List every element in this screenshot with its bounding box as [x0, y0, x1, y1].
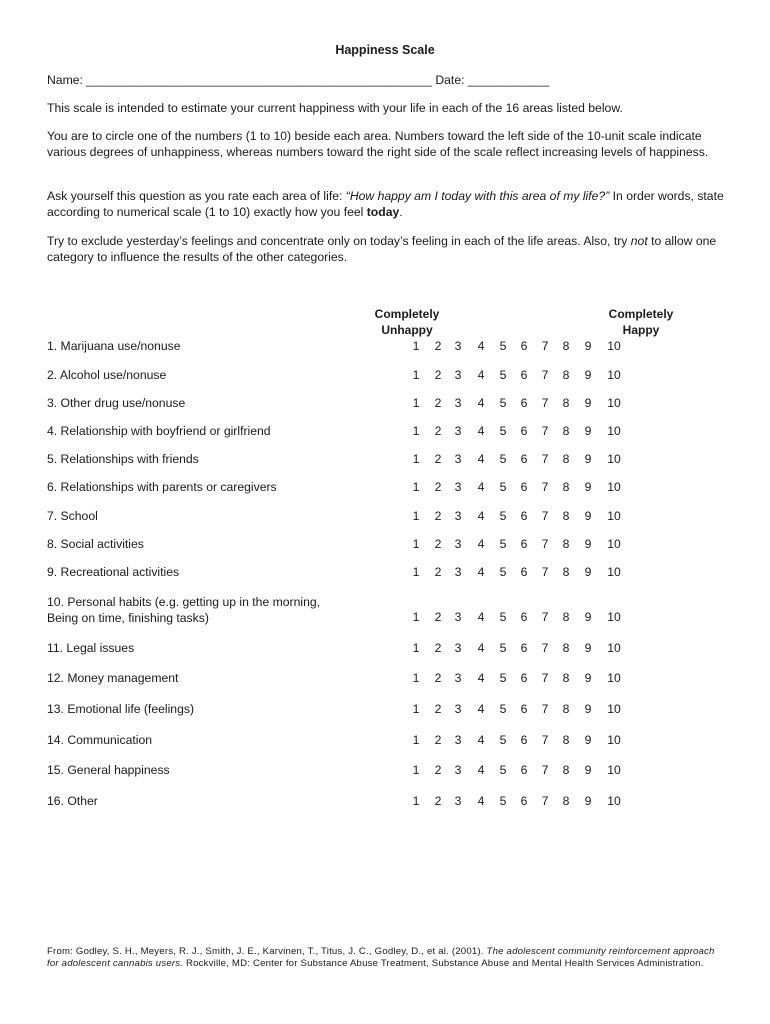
rating-option-10[interactable]: 10 [607, 671, 621, 685]
intro-text: . [399, 205, 403, 219]
intro-text: Ask yourself this question as you rate each area of life: [47, 189, 346, 203]
rating-item-label [47, 536, 387, 552]
intro-quote: “How happy am I today with this area of my life?” [345, 189, 610, 203]
intro-paragraph-4 [47, 233, 727, 265]
rating-option-4[interactable]: 4 [477, 565, 485, 579]
rating-option-2[interactable]: 2 [434, 396, 442, 410]
rating-option-8[interactable]: 8 [562, 537, 570, 551]
rating-option-2[interactable]: 2 [434, 424, 442, 438]
name-date-field: Name: ___________________________________________________ Date: ____________ [47, 73, 550, 87]
rating-option-5[interactable]: 5 [499, 537, 507, 551]
rating-item-label-line: 10. Personal habits (e.g. getting up in the morning, [47, 595, 321, 609]
rating-option-4[interactable]: 4 [477, 368, 485, 382]
rating-option-10[interactable]: 10 [607, 537, 621, 551]
rating-option-9[interactable]: 9 [584, 794, 592, 808]
rating-item-label-line: 3. Other drug use/nonuse [47, 396, 186, 410]
page-title: Happiness Scale [335, 43, 435, 57]
rating-item-label-line: 14. Communication [47, 733, 152, 747]
rating-option-4[interactable]: 4 [477, 794, 485, 808]
intro-paragraph-2: You are to circle one of the numbers (1 to 10) beside each area. Numbers toward the left side of the 10-unit scale indicate various degrees of unhappiness, whereas numbers toward the right side of the scale reflect increasing levels of happiness. [47, 129, 709, 159]
rating-option-6[interactable]: 6 [520, 763, 528, 777]
rating-option-3[interactable]: 3 [454, 537, 462, 551]
rating-option-6[interactable]: 6 [520, 452, 528, 466]
rating-option-4[interactable]: 4 [477, 452, 485, 466]
rating-option-4[interactable]: 4 [477, 641, 485, 655]
scale-header-unhappy [362, 306, 452, 338]
rating-option-8[interactable]: 8 [562, 368, 570, 382]
rating-option-9[interactable]: 9 [584, 733, 592, 747]
rating-option-7[interactable]: 7 [541, 671, 549, 685]
rating-option-2[interactable]: 2 [434, 641, 442, 655]
rating-option-1[interactable]: 1 [412, 733, 420, 747]
rating-item-label [47, 508, 387, 524]
rating-option-3[interactable]: 3 [454, 702, 462, 716]
rating-item-label-line: 15. General happiness [47, 763, 170, 777]
citation-text: From: Godley, S. H., Meyers, R. J., Smith, J. E., Karvinen, T., Titus, J. C., Godley, D., et al. (2001). [47, 946, 487, 957]
rating-item-label-line: 4. Relationship with boyfriend or girlfriend [47, 424, 271, 438]
rating-option-7[interactable]: 7 [541, 480, 549, 494]
rating-option-3[interactable]: 3 [454, 339, 462, 353]
intro-text: In order words, state according to numerical scale (1 to 10) exactly how you feel [47, 189, 724, 219]
rating-option-5[interactable]: 5 [499, 509, 507, 523]
rating-option-10[interactable]: 10 [607, 339, 621, 353]
rating-option-3[interactable]: 3 [454, 671, 462, 685]
rating-item-label-line: 13. Emotional life (feelings) [47, 702, 194, 716]
rating-option-1[interactable]: 1 [412, 671, 420, 685]
rating-option-8[interactable]: 8 [562, 702, 570, 716]
rating-option-9[interactable]: 9 [584, 641, 592, 655]
citation-title: The adolescent community reinforcement approach for adolescent cannabis users. [47, 946, 715, 969]
scale-header-happy [596, 306, 686, 338]
scale-header-line: Happy [622, 323, 660, 337]
rating-option-1[interactable]: 1 [412, 452, 420, 466]
rating-option-2[interactable]: 2 [434, 509, 442, 523]
rating-item-label-line: 2. Alcohol use/nonuse [47, 368, 167, 382]
rating-option-1[interactable]: 1 [412, 480, 420, 494]
rating-option-6[interactable]: 6 [520, 339, 528, 353]
rating-option-5[interactable]: 5 [499, 702, 507, 716]
rating-option-7[interactable]: 7 [541, 537, 549, 551]
rating-option-5[interactable]: 5 [499, 565, 507, 579]
rating-option-6[interactable]: 6 [520, 396, 528, 410]
rating-option-1[interactable]: 1 [412, 641, 420, 655]
rating-option-8[interactable]: 8 [562, 480, 570, 494]
rating-option-4[interactable]: 4 [477, 537, 485, 551]
rating-option-1[interactable]: 1 [412, 396, 420, 410]
rating-option-1[interactable]: 1 [412, 368, 420, 382]
rating-option-9[interactable]: 9 [584, 424, 592, 438]
rating-option-10[interactable]: 10 [607, 794, 621, 808]
rating-option-10[interactable]: 10 [607, 424, 621, 438]
rating-option-8[interactable]: 8 [562, 424, 570, 438]
rating-option-8[interactable]: 8 [562, 339, 570, 353]
rating-option-1[interactable]: 1 [412, 794, 420, 808]
rating-option-6[interactable]: 6 [520, 424, 528, 438]
rating-option-7[interactable]: 7 [541, 565, 549, 579]
rating-option-2[interactable]: 2 [434, 610, 442, 624]
rating-option-6[interactable]: 6 [520, 565, 528, 579]
rating-option-7[interactable]: 7 [541, 610, 549, 624]
rating-option-1[interactable]: 1 [412, 763, 420, 777]
rating-option-4[interactable]: 4 [477, 509, 485, 523]
rating-option-3[interactable]: 3 [454, 733, 462, 747]
rating-option-7[interactable]: 7 [541, 794, 549, 808]
rating-option-7[interactable]: 7 [541, 396, 549, 410]
rating-option-6[interactable]: 6 [520, 671, 528, 685]
rating-item-label [47, 338, 387, 354]
rating-item-label-line: 8. Social activities [47, 537, 144, 551]
rating-option-8[interactable]: 8 [562, 794, 570, 808]
rating-option-6[interactable]: 6 [520, 537, 528, 551]
scale-header-line: Completely [608, 307, 674, 321]
rating-option-5[interactable]: 5 [499, 610, 507, 624]
rating-option-7[interactable]: 7 [541, 733, 549, 747]
rating-option-9[interactable]: 9 [584, 480, 592, 494]
rating-option-8[interactable]: 8 [562, 763, 570, 777]
citation-footer [47, 946, 727, 970]
intro-emphasis: not [630, 234, 648, 248]
rating-option-2[interactable]: 2 [434, 537, 442, 551]
rating-option-2[interactable]: 2 [434, 733, 442, 747]
rating-option-9[interactable]: 9 [584, 702, 592, 716]
rating-item-label-line: 5. Relationships with friends [47, 452, 199, 466]
rating-option-7[interactable]: 7 [541, 509, 549, 523]
rating-option-9[interactable]: 9 [584, 565, 592, 579]
rating-option-1[interactable]: 1 [412, 339, 420, 353]
rating-option-3[interactable]: 3 [454, 763, 462, 777]
rating-option-1[interactable]: 1 [412, 509, 420, 523]
rating-option-9[interactable]: 9 [584, 537, 592, 551]
rating-option-5[interactable]: 5 [499, 424, 507, 438]
rating-item-label [47, 640, 387, 656]
intro-bold: today [366, 205, 400, 219]
rating-option-6[interactable]: 6 [520, 733, 528, 747]
rating-option-5[interactable]: 5 [499, 396, 507, 410]
rating-option-7[interactable]: 7 [541, 424, 549, 438]
rating-option-6[interactable]: 6 [520, 641, 528, 655]
rating-option-4[interactable]: 4 [477, 339, 485, 353]
rating-option-9[interactable]: 9 [584, 509, 592, 523]
rating-option-2[interactable]: 2 [434, 702, 442, 716]
rating-option-9[interactable]: 9 [584, 339, 592, 353]
rating-option-2[interactable]: 2 [434, 452, 442, 466]
rating-option-1[interactable]: 1 [412, 610, 420, 624]
rating-option-5[interactable]: 5 [499, 452, 507, 466]
rating-option-9[interactable]: 9 [584, 671, 592, 685]
rating-option-2[interactable]: 2 [434, 671, 442, 685]
rating-option-3[interactable]: 3 [454, 452, 462, 466]
rating-option-8[interactable]: 8 [562, 396, 570, 410]
rating-option-8[interactable]: 8 [562, 565, 570, 579]
rating-option-10[interactable]: 10 [607, 368, 621, 382]
rating-option-10[interactable]: 10 [607, 509, 621, 523]
rating-option-4[interactable]: 4 [477, 702, 485, 716]
rating-item-label [47, 423, 387, 439]
rating-option-6[interactable]: 6 [520, 794, 528, 808]
rating-option-4[interactable]: 4 [477, 763, 485, 777]
rating-option-7[interactable]: 7 [541, 452, 549, 466]
rating-option-9[interactable]: 9 [584, 368, 592, 382]
rating-option-3[interactable]: 3 [454, 610, 462, 624]
rating-option-8[interactable]: 8 [562, 733, 570, 747]
rating-option-2[interactable]: 2 [434, 794, 442, 808]
rating-option-5[interactable]: 5 [499, 794, 507, 808]
rating-option-2[interactable]: 2 [434, 368, 442, 382]
rating-option-9[interactable]: 9 [584, 610, 592, 624]
rating-option-6[interactable]: 6 [520, 509, 528, 523]
rating-option-6[interactable]: 6 [520, 480, 528, 494]
rating-option-1[interactable]: 1 [412, 424, 420, 438]
rating-option-5[interactable]: 5 [499, 339, 507, 353]
rating-option-5[interactable]: 5 [499, 763, 507, 777]
rating-option-7[interactable]: 7 [541, 763, 549, 777]
rating-item-label [47, 395, 387, 411]
rating-item-label-line: 16. Other [47, 794, 98, 808]
rating-option-3[interactable]: 3 [454, 368, 462, 382]
rating-option-10[interactable]: 10 [607, 702, 621, 716]
rating-option-10[interactable]: 10 [607, 610, 621, 624]
rating-item-label [47, 564, 387, 580]
scale-header-line: Completely [374, 307, 440, 321]
rating-option-3[interactable]: 3 [454, 396, 462, 410]
intro-paragraph-1: This scale is intended to estimate your current happiness with your life in each of the 16 areas listed below. [47, 101, 623, 115]
rating-option-8[interactable]: 8 [562, 509, 570, 523]
rating-item-label [47, 670, 387, 686]
rating-item-label-line: 11. Legal issues [47, 641, 135, 655]
rating-option-2[interactable]: 2 [434, 339, 442, 353]
rating-option-3[interactable]: 3 [454, 565, 462, 579]
rating-option-5[interactable]: 5 [499, 671, 507, 685]
rating-option-10[interactable]: 10 [607, 480, 621, 494]
rating-item-label [47, 594, 387, 626]
rating-option-8[interactable]: 8 [562, 610, 570, 624]
rating-item-label [47, 762, 387, 778]
rating-option-3[interactable]: 3 [454, 424, 462, 438]
rating-item-label [47, 367, 387, 383]
rating-item-label-line: 7. School [47, 509, 98, 523]
rating-option-1[interactable]: 1 [412, 537, 420, 551]
rating-option-2[interactable]: 2 [434, 763, 442, 777]
rating-option-2[interactable]: 2 [434, 565, 442, 579]
citation-text: Rockville, MD: Center for Substance Abuse Treatment, Substance Abuse and Mental Health Services Administration. [183, 958, 704, 969]
rating-option-6[interactable]: 6 [520, 610, 528, 624]
rating-option-5[interactable]: 5 [499, 480, 507, 494]
rating-item-label [47, 732, 387, 748]
intro-paragraph-3 [47, 188, 727, 220]
rating-option-3[interactable]: 3 [454, 509, 462, 523]
rating-item-label-line: 12. Money management [47, 671, 179, 685]
rating-item-label [47, 479, 387, 495]
rating-option-10[interactable]: 10 [607, 733, 621, 747]
rating-option-6[interactable]: 6 [520, 368, 528, 382]
rating-option-4[interactable]: 4 [477, 424, 485, 438]
rating-option-2[interactable]: 2 [434, 480, 442, 494]
rating-option-9[interactable]: 9 [584, 763, 592, 777]
rating-option-9[interactable]: 9 [584, 452, 592, 466]
rating-option-8[interactable]: 8 [562, 452, 570, 466]
intro-text: Try to exclude yesterday’s feelings and concentrate only on today’s feeling in each of the life areas. Also, try [47, 234, 631, 248]
rating-option-10[interactable]: 10 [607, 452, 621, 466]
rating-option-1[interactable]: 1 [412, 702, 420, 716]
rating-option-7[interactable]: 7 [541, 702, 549, 716]
rating-option-5[interactable]: 5 [499, 733, 507, 747]
rating-item-label-line: 1. Marijuana use/nonuse [47, 339, 181, 353]
rating-item-label-line: 9. Recreational activities [47, 565, 180, 579]
rating-option-10[interactable]: 10 [607, 641, 621, 655]
rating-option-3[interactable]: 3 [454, 641, 462, 655]
rating-option-10[interactable]: 10 [607, 763, 621, 777]
rating-option-3[interactable]: 3 [454, 794, 462, 808]
rating-option-1[interactable]: 1 [412, 565, 420, 579]
rating-option-4[interactable]: 4 [477, 396, 485, 410]
rating-item-label [47, 701, 387, 717]
rating-option-5[interactable]: 5 [499, 368, 507, 382]
rating-option-8[interactable]: 8 [562, 671, 570, 685]
rating-option-10[interactable]: 10 [607, 396, 621, 410]
rating-option-7[interactable]: 7 [541, 339, 549, 353]
rating-option-10[interactable]: 10 [607, 565, 621, 579]
rating-option-9[interactable]: 9 [584, 396, 592, 410]
intro-text: to allow one category to influence the results of the other categories. [47, 234, 717, 264]
rating-option-7[interactable]: 7 [541, 641, 549, 655]
rating-item-label [47, 793, 387, 809]
rating-option-3[interactable]: 3 [454, 480, 462, 494]
rating-option-7[interactable]: 7 [541, 368, 549, 382]
rating-item-label-line: 6. Relationships with parents or caregivers [47, 480, 277, 494]
rating-option-4[interactable]: 4 [477, 671, 485, 685]
rating-option-4[interactable]: 4 [477, 610, 485, 624]
rating-option-6[interactable]: 6 [520, 702, 528, 716]
scale-header-line: Unhappy [381, 323, 433, 337]
rating-item-label-line: Being on time, finishing tasks) [47, 611, 209, 625]
rating-option-5[interactable]: 5 [499, 641, 507, 655]
rating-option-4[interactable]: 4 [477, 480, 485, 494]
rating-item-label [47, 451, 387, 467]
rating-option-4[interactable]: 4 [477, 733, 485, 747]
rating-option-8[interactable]: 8 [562, 641, 570, 655]
